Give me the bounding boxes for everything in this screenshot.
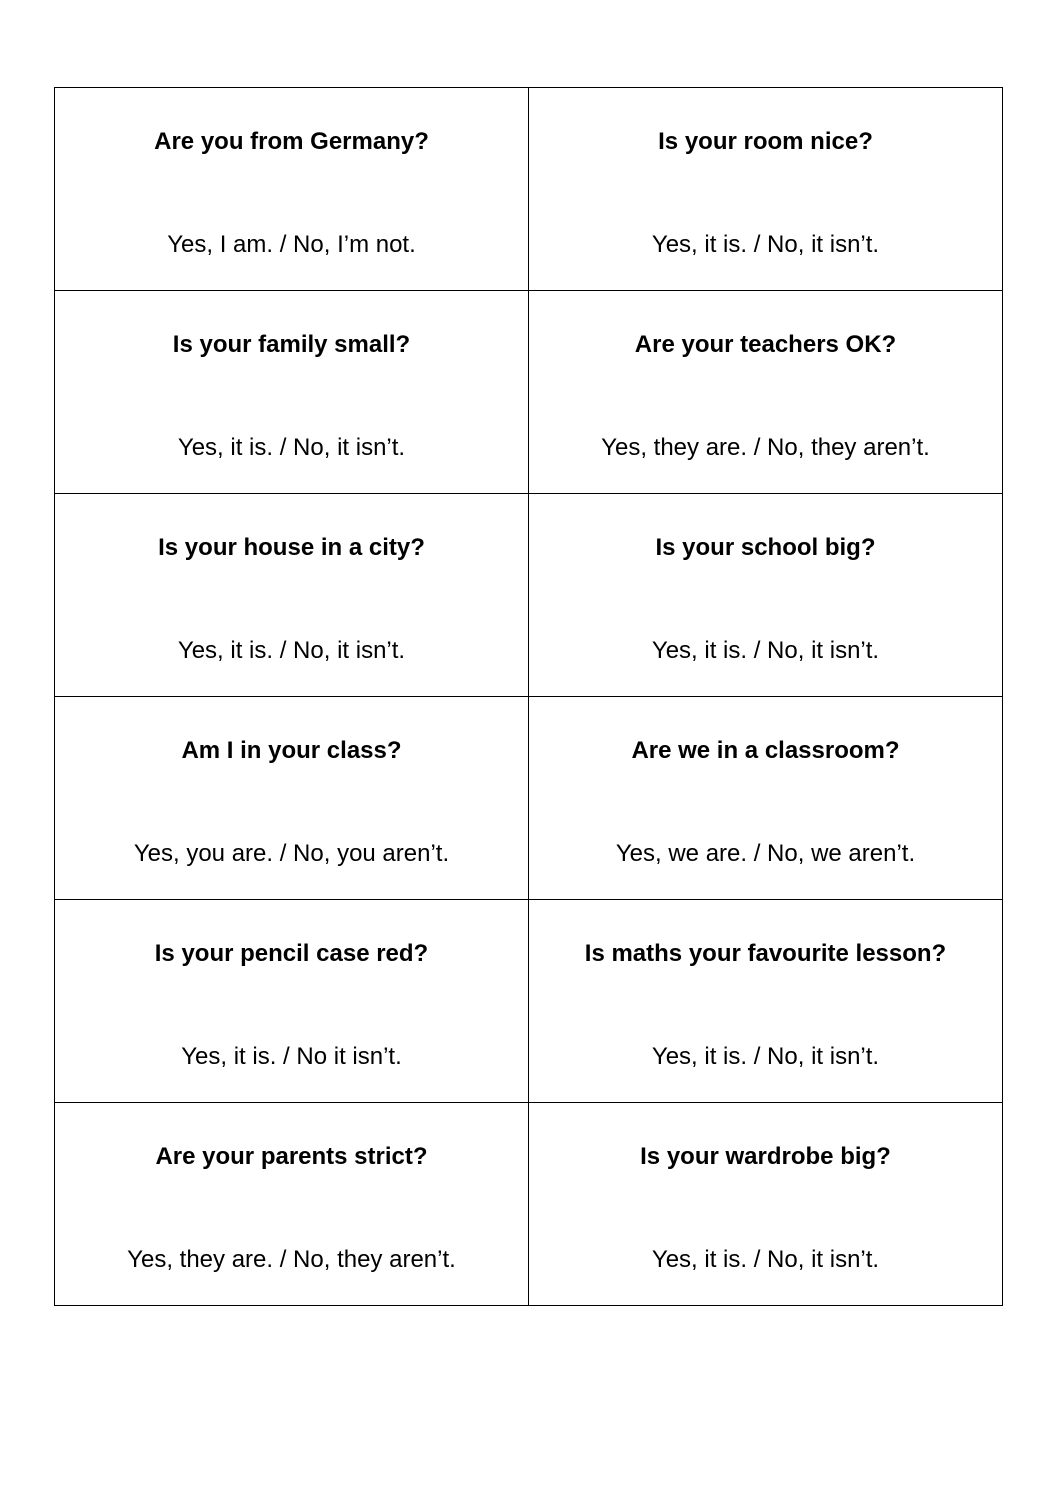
card-row bbox=[55, 1103, 1003, 1306]
card-answer: Yes, I am. / No, I’m not. bbox=[167, 231, 416, 258]
question-card bbox=[55, 900, 529, 1103]
card-row bbox=[55, 697, 1003, 900]
card-answer: Yes, it is. / No, it isn’t. bbox=[651, 1246, 880, 1273]
question-card bbox=[529, 291, 1003, 494]
card-question: Are we in a classroom? bbox=[631, 737, 900, 764]
card-answer: Yes, it is. / No, it isn’t. bbox=[651, 637, 880, 664]
card-answer: Yes, they are. / No, they aren’t. bbox=[601, 434, 930, 461]
question-card bbox=[55, 697, 529, 900]
question-card bbox=[55, 1103, 529, 1306]
card-question: Is your family small? bbox=[172, 331, 411, 358]
question-card bbox=[529, 494, 1003, 697]
card-question: Are you from Germany? bbox=[154, 128, 429, 155]
question-card bbox=[55, 88, 529, 291]
card-question: Is your room nice? bbox=[658, 128, 873, 155]
card-answer: Yes, it is. / No, it isn’t. bbox=[651, 231, 880, 258]
card-question: Is your pencil case red? bbox=[154, 940, 429, 967]
card-question: Is your school big? bbox=[655, 534, 876, 561]
card-question: Is your house in a city? bbox=[158, 534, 425, 561]
card-question: Are your parents strict? bbox=[155, 1143, 428, 1170]
question-card bbox=[55, 291, 529, 494]
question-card bbox=[529, 88, 1003, 291]
card-row bbox=[55, 494, 1003, 697]
question-card bbox=[529, 900, 1003, 1103]
card-answer: Yes, you are. / No, you aren’t. bbox=[133, 840, 450, 867]
card-answer: Yes, it is. / No, it isn’t. bbox=[651, 1043, 880, 1070]
card-row bbox=[55, 88, 1003, 291]
card-answer: Yes, it is. / No it isn’t. bbox=[181, 1043, 402, 1070]
question-card bbox=[529, 697, 1003, 900]
card-answer: Yes, it is. / No, it isn’t. bbox=[177, 434, 406, 461]
card-answer: Yes, they are. / No, they aren’t. bbox=[127, 1246, 456, 1273]
card-question: Am I in your class? bbox=[181, 737, 402, 764]
card-question: Is your wardrobe big? bbox=[640, 1143, 891, 1170]
question-card bbox=[55, 494, 529, 697]
card-row bbox=[55, 291, 1003, 494]
card-answer: Yes, it is. / No, it isn’t. bbox=[177, 637, 406, 664]
card-answer: Yes, we are. / No, we aren’t. bbox=[615, 840, 916, 867]
question-card-grid bbox=[54, 87, 1003, 1306]
card-question: Are your teachers OK? bbox=[634, 331, 897, 358]
card-row bbox=[55, 900, 1003, 1103]
card-question: Is maths your favourite lesson? bbox=[584, 940, 947, 967]
question-card bbox=[529, 1103, 1003, 1306]
